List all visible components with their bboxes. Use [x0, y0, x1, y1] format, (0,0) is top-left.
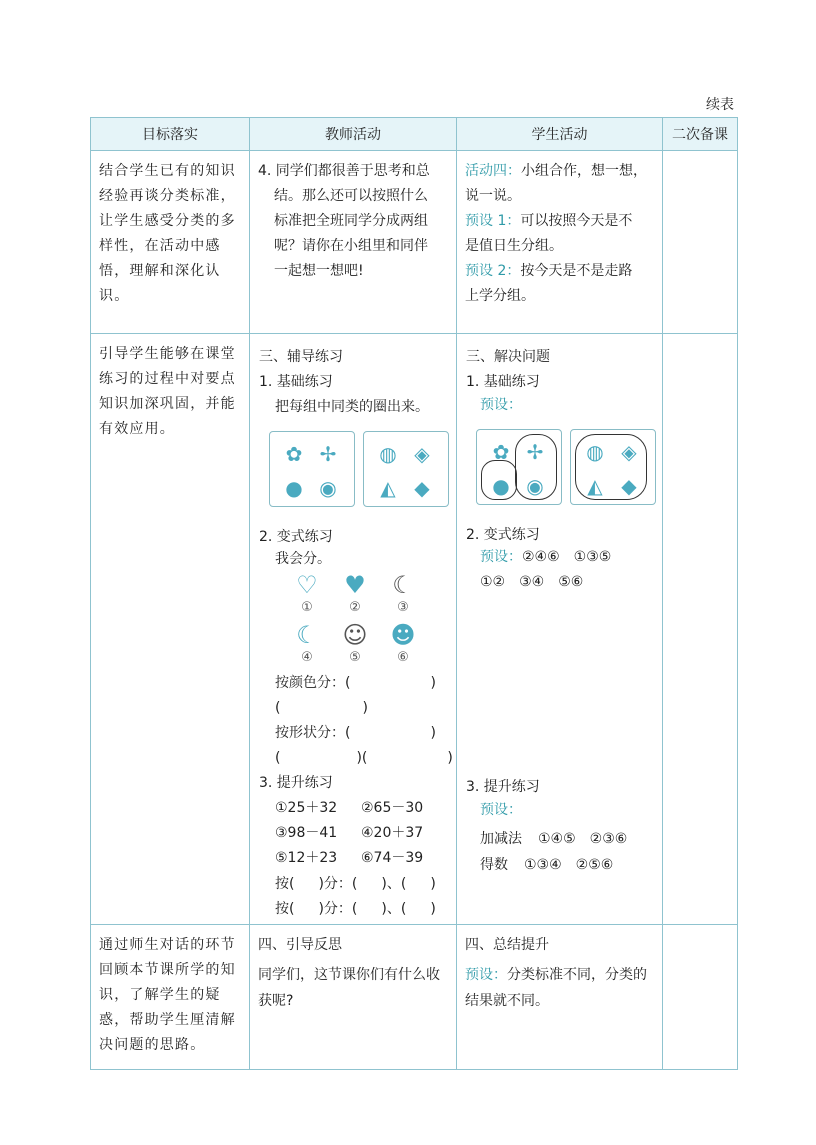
turtle-icon: ◈	[414, 442, 430, 466]
answer-value: ①③④ ②⑤⑥	[524, 857, 614, 873]
student-ex3-preset: 预设：	[480, 802, 522, 818]
student-ex2-title: 2. 变式练习	[466, 527, 540, 543]
dolphin-icon: ◭	[380, 476, 396, 500]
teacher-ex1-text: 把每组中同类的圈出来。	[275, 399, 429, 415]
circle-mark	[515, 434, 557, 500]
teacher-ex2-text: 我会分。	[275, 551, 331, 567]
teacher-reflection-text: 同学们，这节课你们有什么收获呢?	[258, 967, 440, 1009]
revision-cell-2[interactable]	[663, 334, 738, 925]
teacher-line: 一起想一想吧!	[274, 263, 364, 279]
orange-icon: ◉	[319, 476, 337, 500]
moon-filled-icon: ☾	[296, 621, 318, 649]
paren-close: )	[362, 700, 368, 716]
answer-label: 加减法	[480, 831, 522, 847]
student-cell-3	[457, 925, 663, 1070]
circle-mark	[575, 434, 647, 500]
calc-item: ⑤12＋23	[275, 850, 338, 866]
elephant-icon: ◆	[414, 476, 430, 500]
preset-2-text: 按今天是不是走路	[520, 263, 633, 279]
shape-number: ④	[301, 650, 313, 665]
calc-item: ⑥74－39	[361, 850, 424, 866]
teacher-ex1-title: 1. 基础练习	[259, 374, 333, 390]
dragonfly-icon: ✢	[526, 440, 544, 464]
calc-item: ②65－30	[361, 800, 424, 816]
revision-cell-1[interactable]	[663, 151, 738, 334]
shape-number: ②	[349, 600, 361, 615]
teacher-ex2-title: 2. 变式练习	[259, 529, 333, 545]
apple-icon: ●	[285, 476, 303, 500]
student-section-title: 三、解决问题	[466, 349, 550, 365]
teacher-line: 4. 同学们都很善于思考和总	[258, 163, 430, 179]
table-row	[91, 151, 738, 334]
revision-cell-3[interactable]	[663, 925, 738, 1070]
goal-cell-1: 结合学生已有的知识经验再谈分类标准，让学生感受分类的多样性，在活动中感悟，理解和深化认识。	[91, 151, 250, 334]
heart-outline-icon: ♡	[296, 571, 318, 599]
lesson-plan-table	[90, 117, 738, 1070]
header-goal: 目标落实	[91, 118, 250, 151]
table-row	[91, 925, 738, 1070]
student-ex2-answer-2: ①② ③④ ⑤⑥	[480, 574, 584, 590]
student-section-title: 四、总结提升	[465, 937, 549, 953]
teacher-cell-2: 三、辅导练习 1. 基础练习 把每组中同类的圈出来。 ✿ ✢ ● ◉ ◍ ◈ ◭ ◆ 2. 变式练习 我会分。 ♡ ① ♥ ② ☾ ③ ☾ ④ ☺ ⑤ ☻ ⑥ 按颜色分：( ) ( ) 按形状分：( ) ( )( ) 3. 提升练习 ①25＋32 ②65－30 ③98－41 ④20＋37 ⑤12＋23 ⑥74－39 按( )分：( )、( ) 按( )分：( )、( )	[250, 334, 457, 925]
dolphin-icon: ◭	[587, 474, 603, 498]
preset-1-text-2: 是值日生分组。	[465, 238, 563, 254]
calc-item: ①25＋32	[275, 800, 338, 816]
header-row	[91, 118, 738, 151]
shrimp-icon: ◍	[586, 440, 604, 464]
calc-item: ④20＋37	[361, 825, 424, 841]
header-teacher: 教师活动	[250, 118, 457, 151]
orange-icon: ◉	[526, 474, 544, 498]
activity-label: 活动四：	[465, 163, 521, 179]
answer-value: ①④⑤ ②③⑥	[538, 831, 628, 847]
summary-text: 分类标准不同，分类的结果就不同。	[465, 967, 647, 1009]
teacher-section-title: 三、辅导练习	[259, 349, 343, 365]
student-ex3-title: 3. 提升练习	[466, 779, 540, 795]
picture-group-2	[363, 431, 449, 507]
teacher-cell-1	[250, 151, 457, 334]
continued-label: 续表	[706, 97, 734, 113]
student-cell-1	[457, 151, 663, 334]
teacher-line: 呢？请你在小组里和同伴	[274, 238, 428, 254]
student-ex2-answer-1: ②④⑥ ①③⑤	[522, 549, 612, 565]
shrimp-icon: ◍	[379, 442, 397, 466]
by-shape-label: 按形状分：(	[275, 725, 351, 741]
by-color-label: 按颜色分：(	[275, 675, 351, 691]
student-cell-2	[457, 334, 663, 925]
answer-label: 得数	[480, 857, 508, 873]
teacher-line: 标准把全班同学分成两组	[274, 213, 428, 229]
dragonfly-icon: ✢	[319, 442, 337, 466]
dandelion-icon: ✿	[285, 442, 303, 466]
teacher-ex3-title: 3. 提升练习	[259, 775, 333, 791]
paren-close: )	[430, 725, 436, 741]
header-revision: 二次备课	[663, 118, 738, 151]
preset-2-label: 预设 2：	[465, 263, 521, 279]
header-student: 学生活动	[457, 118, 663, 151]
activity-text-2: 说一说。	[465, 188, 521, 204]
table-row	[91, 334, 738, 925]
shape-number: ①	[301, 600, 313, 615]
shape-grid	[283, 571, 427, 667]
preset-1-text: 可以按照今天是不	[520, 213, 633, 229]
goal-cell-2: 引导学生能够在课堂练习的过程中对要点知识加深巩固，并能有效应用。	[91, 334, 250, 925]
split-line: 按( )分：( )、( )	[275, 876, 436, 892]
circle-mark	[481, 460, 517, 500]
split-line: 按( )分：( )、( )	[275, 901, 436, 917]
picture-group-1	[269, 431, 355, 507]
answer-group-2	[570, 429, 656, 505]
preset-1-label: 预设 1：	[465, 213, 521, 229]
apple-icon: ●	[492, 474, 510, 498]
goal-cell-3: 通过师生对话的环节回顾本节课所学的知识，了解学生的疑惑，帮助学生厘清解决问题的思路。	[91, 925, 250, 1070]
smiley-filled-icon: ☻	[390, 621, 416, 649]
turtle-icon: ◈	[621, 440, 637, 464]
calc-item: ③98－41	[275, 825, 338, 841]
teacher-section-title: 四、引导反思	[258, 937, 342, 953]
answer-group-1	[476, 429, 562, 505]
elephant-icon: ◆	[621, 474, 637, 498]
paren-close: )	[430, 675, 436, 691]
smiley-outline-icon: ☺	[342, 621, 368, 649]
dandelion-icon: ✿	[492, 440, 510, 464]
teacher-cell-3	[250, 925, 457, 1070]
summary-preset-label: 预设：	[465, 967, 507, 983]
student-ex1-title: 1. 基础练习	[466, 374, 540, 390]
shape-number: ⑤	[349, 650, 361, 665]
student-ex1-preset: 预设：	[480, 397, 522, 413]
student-ex2-preset: 预设：	[480, 549, 522, 565]
shape-number: ③	[397, 600, 409, 615]
preset-2-text-2: 上学分组。	[465, 288, 535, 304]
heart-filled-icon: ♥	[344, 571, 366, 599]
activity-text: 小组合作，想一想，	[521, 163, 647, 179]
moon-outline-icon: ☾	[392, 571, 414, 599]
teacher-line: 结。那么还可以按照什么	[274, 188, 428, 204]
shape-number: ⑥	[397, 650, 409, 665]
